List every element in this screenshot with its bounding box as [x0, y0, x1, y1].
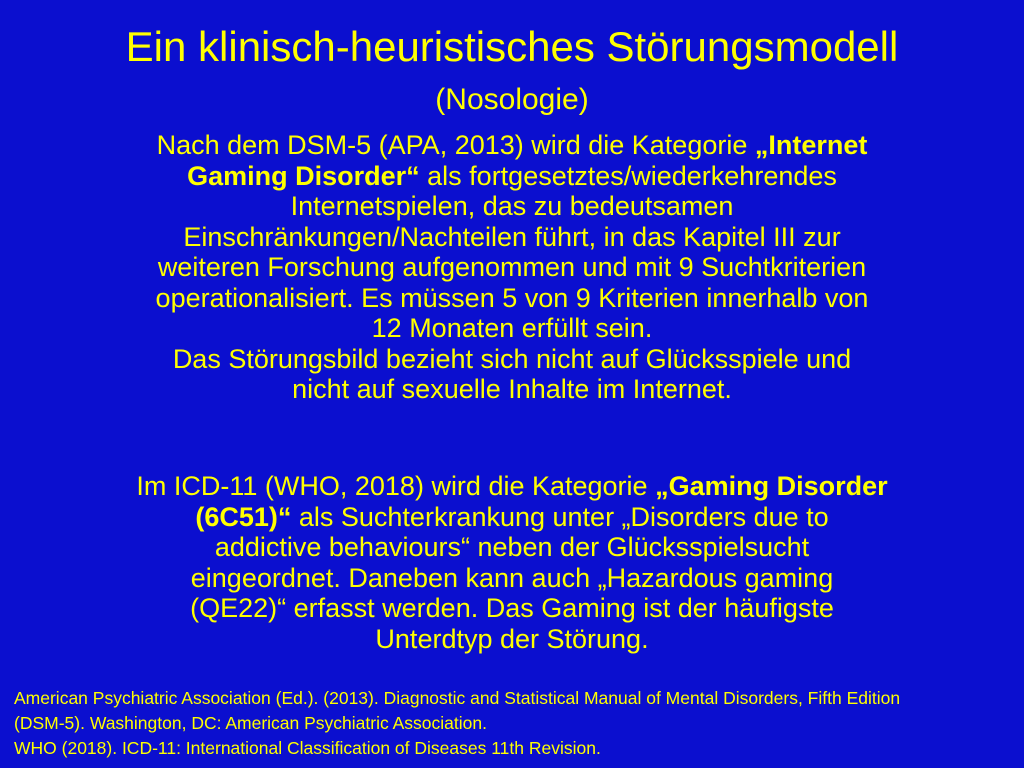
reference-line: WHO (2018). ICD-11: International Classification of Diseases 11th Revision.	[14, 738, 601, 758]
paragraph-line	[30, 161, 994, 192]
paragraph-line	[30, 502, 994, 533]
paragraph-dsm5	[30, 130, 994, 405]
paragraph-line: Das Störungsbild bezieht sich nicht auf Glücksspiele und	[172, 343, 852, 374]
bold-term: „Internet	[754, 130, 868, 160]
paragraph-line: eingeordnet. Daneben kann auch „Hazardous gaming	[190, 562, 834, 593]
paragraph-line: addictive behaviours“ neben der Glücksspielsucht	[214, 532, 810, 562]
paragraph-line: Unterdtyp der Störung.	[375, 623, 649, 654]
text-span: als Suchterkrankung unter „Disorders due to	[291, 501, 829, 532]
paragraph-line: Einschränkungen/Nachteilen führt, in das Kapitel III zur	[183, 221, 841, 252]
reference-line: American Psychiatric Association (Ed.). (2013). Diagnostic and Statistical Manual of Mental Disorders, Fifth Edition	[14, 688, 901, 708]
paragraph-icd11	[30, 471, 994, 654]
text-span: als fortgesetztes/wiederkehrendes	[419, 160, 837, 191]
paragraph-line	[30, 130, 994, 161]
bold-term: Gaming Disorder“	[187, 160, 420, 191]
slide-subtitle: (Nosologie)	[435, 83, 589, 116]
paragraph-line	[30, 471, 994, 502]
reference-line: (DSM-5). Washington, DC: American Psychiatric Association.	[14, 713, 487, 733]
slide-title: Ein klinisch-heuristisches Störungsmodell	[125, 23, 899, 70]
paragraph-line: nicht auf sexuelle Inhalte im Internet.	[292, 374, 732, 404]
paragraph-line: 12 Monaten erfüllt sein.	[371, 313, 653, 343]
text-span: Nach dem DSM-5 (APA, 2013) wird die Kategorie	[156, 130, 755, 160]
paragraph-line: (QE22)“ erfasst werden. Das Gaming ist der häufigste	[190, 593, 834, 623]
paragraph-line: Internetspielen, das zu bedeutsamen	[290, 191, 734, 221]
paragraph-line: operationalisiert. Es müssen 5 von 9 Kriterien innerhalb von	[155, 282, 869, 313]
bold-term: (6C51)“	[195, 501, 292, 532]
bold-term: „Gaming Disorder	[655, 471, 888, 501]
paragraph-line: weiteren Forschung aufgenommen und mit 9 Suchtkriterien	[157, 252, 867, 282]
references	[14, 686, 1014, 761]
text-span: Im ICD-11 (WHO, 2018) wird die Kategorie	[136, 471, 656, 501]
